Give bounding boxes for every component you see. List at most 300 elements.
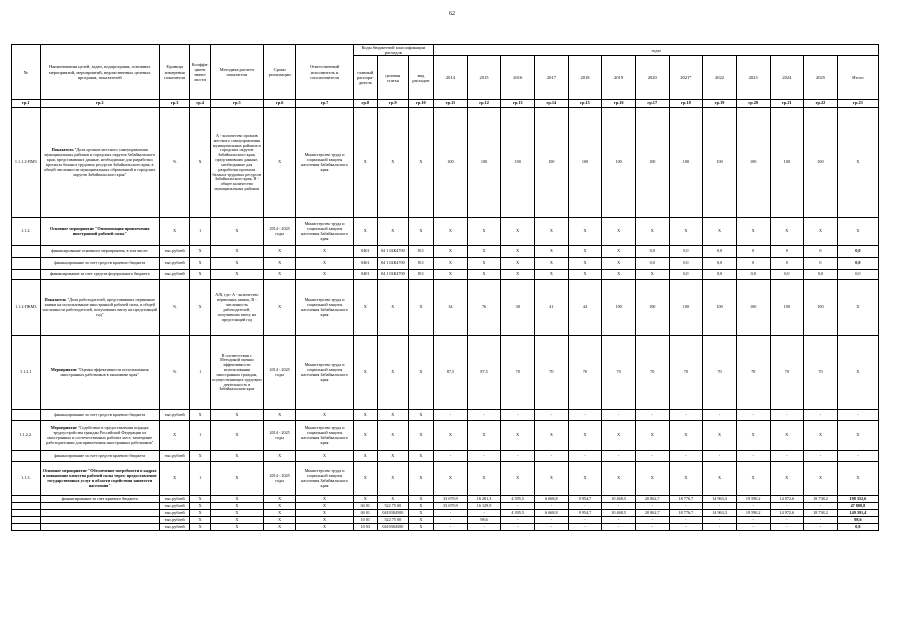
column-number: гр.4 <box>190 100 210 108</box>
table-cell: - <box>804 524 838 531</box>
table-cell: - <box>602 503 636 510</box>
table-cell: 2014 - 2025 годы <box>263 336 296 410</box>
table-cell: - <box>535 517 569 524</box>
table-cell: X <box>568 246 602 258</box>
table-cell: X <box>296 496 353 503</box>
table-cell: X <box>535 246 569 258</box>
table-cell: 1 <box>190 218 210 246</box>
column-number: гр.1 <box>12 100 41 108</box>
table-cell: 33 679,9 <box>434 496 468 503</box>
table-cell: X <box>770 421 804 451</box>
table-cell: X <box>190 524 210 531</box>
header-executor: Ответственный исполнитель и соисполнители <box>296 45 353 100</box>
table-cell: - <box>434 510 468 517</box>
table-cell: - <box>501 517 535 524</box>
table-cell: X <box>296 517 353 524</box>
column-number: гр.20 <box>736 100 770 108</box>
table-cell: 14 963,3 <box>703 496 737 503</box>
table-cell: - <box>568 517 602 524</box>
table-cell: - <box>770 410 804 421</box>
program-table <box>11 44 879 531</box>
table-cell: X <box>263 496 296 503</box>
table-cell: X <box>210 410 263 421</box>
table-cell: X <box>353 462 377 496</box>
table-cell: 100 <box>804 108 838 218</box>
table-cell: X <box>210 462 263 496</box>
table-cell: X <box>602 258 636 270</box>
table-cell: X <box>535 218 569 246</box>
table-cell: X <box>353 421 377 451</box>
table-cell: X <box>378 218 409 246</box>
table-cell: - <box>804 410 838 421</box>
row-title <box>40 517 159 524</box>
table-cell: 0,0 <box>669 246 703 258</box>
table-cell: 18 776,7 <box>669 496 703 503</box>
table-cell: - <box>602 517 636 524</box>
table-row <box>12 510 879 517</box>
table-cell: 16 129,9 <box>467 503 501 510</box>
table-cell: X <box>353 451 377 462</box>
header-kbk: Коды бюджетной классификации расходов <box>353 45 434 56</box>
table-cell: 100 <box>434 108 468 218</box>
table-cell: - <box>467 410 501 421</box>
table-cell: - <box>568 410 602 421</box>
table-cell: X <box>210 451 263 462</box>
row-code: 1.1.1.2-ПМ3 <box>12 108 41 218</box>
table-cell: 0410304500 <box>378 510 409 517</box>
table-cell: X <box>263 258 296 270</box>
table-cell: 70 <box>602 336 636 410</box>
table-cell: - <box>736 517 770 524</box>
table-cell: X <box>837 108 878 218</box>
table-cell: 522 75 00 <box>378 503 409 510</box>
row-title: Мероприятие "Содействие в предоставлении порядка трудоустройства граждан Российской Федерации из иностранных и соотечественных рабочих мест, замещение работодателями для привлечения иностранных работников" <box>40 421 159 451</box>
table-cell: 16 281,3 <box>467 496 501 503</box>
table-cell: X <box>408 410 433 421</box>
table-cell: X <box>263 108 296 218</box>
table-cell: - <box>568 451 602 462</box>
table-cell: X <box>296 270 353 280</box>
table-cell: 34 <box>434 280 468 336</box>
table-cell: 0 <box>770 258 804 270</box>
table-cell: X <box>602 421 636 451</box>
column-number: гр.12 <box>467 100 501 108</box>
table-cell: X <box>263 270 296 280</box>
row-title: Показатель "Доля работодателей, представивших первичные заявки на использование иностранной рабочей силы, в общей численности работодателей, получивших квоту на предстоящий год" <box>40 280 159 336</box>
table-cell: - <box>434 517 468 524</box>
table-cell: 98,6 <box>837 517 878 524</box>
table-cell: X <box>568 258 602 270</box>
table-cell: X <box>190 496 210 503</box>
column-number: гр.15 <box>568 100 602 108</box>
table-cell: 0 <box>804 246 838 258</box>
table-cell: 70 <box>501 336 535 410</box>
table-cell: - <box>669 410 703 421</box>
header-year: 2021* <box>669 56 703 100</box>
table-cell: X <box>535 462 569 496</box>
table-cell: 10 468,5 <box>602 510 636 517</box>
table-cell: X <box>296 503 353 510</box>
row-code <box>12 258 41 270</box>
header-year: 2020 <box>635 56 669 100</box>
table-cell: X <box>568 270 602 280</box>
row-title: финансирование за счет средств краевого бюджета <box>40 410 159 421</box>
table-cell: X <box>408 524 433 531</box>
table-cell: 0,0 <box>669 270 703 280</box>
table-cell: X <box>263 524 296 531</box>
table-cell: В соответствии с Методикой оценки эффективности использования иностранных граждан, осуществляющих трудовую деятельность в Забайкальском крае <box>210 336 263 410</box>
table-cell: X <box>353 496 377 503</box>
table-row <box>12 410 879 421</box>
header-name: Наименования целей, задач, подпрограмм, основных мероприятий, мероприятий, ведомственных целевых программ, показателей <box>40 45 159 100</box>
table-cell: 100 <box>467 108 501 218</box>
table-cell: X <box>296 410 353 421</box>
table-cell: X <box>190 451 210 462</box>
table-cell: - <box>501 410 535 421</box>
table-cell: 98,6 <box>467 517 501 524</box>
table-cell: X <box>378 280 409 336</box>
table-cell: 1 <box>190 462 210 496</box>
table-cell: X <box>296 258 353 270</box>
table-cell: 87,5 <box>467 336 501 410</box>
table-cell: - <box>501 524 535 531</box>
table-cell: - <box>804 503 838 510</box>
table-cell: 100 <box>568 108 602 218</box>
table-cell: X <box>804 218 838 246</box>
row-title <box>40 503 159 510</box>
table-cell: Министерство труда и социальной защиты населения Забайкальского края <box>296 336 353 410</box>
table-cell: X <box>804 421 838 451</box>
table-cell: X <box>501 270 535 280</box>
row-code <box>12 270 41 280</box>
table-cell: - <box>837 410 878 421</box>
table-cell: тыс.рублей <box>159 451 190 462</box>
table-cell: Министерство труда и социальной защиты населения Забайкальского края <box>296 280 353 336</box>
table-cell: 100 <box>501 108 535 218</box>
column-number: гр.11 <box>434 100 468 108</box>
table-cell: X <box>190 258 210 270</box>
row-code: 1.1.2.2. <box>12 421 41 451</box>
table-cell: тыс.рублей <box>159 410 190 421</box>
column-number: гр.21 <box>770 100 804 108</box>
table-cell: X <box>736 218 770 246</box>
table-cell: - <box>467 451 501 462</box>
table-cell: 0401 <box>353 246 377 258</box>
table-cell: 0401 <box>353 270 377 280</box>
table-row <box>12 462 879 496</box>
table-cell: 2014 - 2025 годы <box>263 421 296 451</box>
column-number: гр.17 <box>635 100 669 108</box>
header-year: 2024 <box>770 56 804 100</box>
table-cell: 4 395,5 <box>501 510 535 517</box>
table-cell: X <box>263 517 296 524</box>
table-cell: X <box>408 336 433 410</box>
table-cell: X <box>770 218 804 246</box>
table-cell: X <box>408 517 433 524</box>
table-cell: - <box>434 524 468 531</box>
table-cell: 149 391,4 <box>837 510 878 517</box>
table-cell: X <box>378 108 409 218</box>
header-kbk-target: целевая статья <box>378 56 409 100</box>
table-row <box>12 258 879 270</box>
table-cell: X <box>467 246 501 258</box>
table-cell: 70 <box>703 336 737 410</box>
table-row <box>12 270 879 280</box>
table-cell: - <box>635 451 669 462</box>
table-cell: X <box>501 258 535 270</box>
table-cell: X <box>703 462 737 496</box>
table-cell: 10 01 <box>353 517 377 524</box>
header-year: 2015 <box>467 56 501 100</box>
table-cell: 0,0 <box>703 270 737 280</box>
table-cell: 18 738,2 <box>804 510 838 517</box>
table-cell: X <box>770 462 804 496</box>
table-cell: - <box>804 517 838 524</box>
table-cell: 04 01 <box>353 503 377 510</box>
table-cell: 811 <box>408 270 433 280</box>
row-code <box>12 451 41 462</box>
table-cell: X <box>210 218 263 246</box>
column-number: гр.8 <box>353 100 377 108</box>
table-cell: X <box>736 421 770 451</box>
table-cell: X <box>296 524 353 531</box>
table-cell: X <box>263 510 296 517</box>
table-cell: - <box>535 524 569 531</box>
table-row <box>12 336 879 410</box>
column-numbers-row <box>12 100 879 108</box>
table-cell: X <box>535 258 569 270</box>
row-code <box>12 246 41 258</box>
header-year: 2018 <box>568 56 602 100</box>
table-cell: 70 <box>804 336 838 410</box>
table-cell: X <box>837 462 878 496</box>
table-cell: - <box>669 517 703 524</box>
table-cell: - <box>501 451 535 462</box>
table-cell: 100 <box>635 108 669 218</box>
page-number: 62 <box>449 11 455 17</box>
table-cell: тыс.рублей <box>159 496 190 503</box>
table-cell: X <box>669 421 703 451</box>
table-cell: % <box>159 108 190 218</box>
table-cell: 0,0 <box>736 270 770 280</box>
table-cell: - <box>669 524 703 531</box>
table-cell: X <box>568 462 602 496</box>
table-cell: 2014 - 2025 годы <box>263 462 296 496</box>
table-cell: X <box>837 218 878 246</box>
table-cell: 70 <box>535 336 569 410</box>
table-cell: - <box>703 503 737 510</box>
table-cell: X <box>568 421 602 451</box>
table-cell: - <box>770 503 804 510</box>
table-cell: X <box>837 421 878 451</box>
table-cell: X <box>408 108 433 218</box>
table-cell: 04 1 02К4700 <box>378 270 409 280</box>
table-cell: 100 <box>703 108 737 218</box>
table-cell: X <box>296 246 353 258</box>
header-num: № <box>12 45 41 100</box>
table-cell: 6 668,8 <box>535 496 569 503</box>
column-number: гр.18 <box>669 100 703 108</box>
table-cell: X <box>159 421 190 451</box>
table-cell: X <box>467 218 501 246</box>
table-cell: X <box>535 270 569 280</box>
table-cell: X <box>501 218 535 246</box>
table-cell: 100 <box>602 280 636 336</box>
table-cell: 0,0 <box>837 258 878 270</box>
table-cell: 0,0 <box>635 258 669 270</box>
table-cell: 44 <box>568 280 602 336</box>
table-cell: 1 <box>190 421 210 451</box>
header-period: Сроки реализации <box>263 45 296 100</box>
column-number: гр.2 <box>40 100 159 108</box>
table-cell: X <box>210 270 263 280</box>
table-cell: 100 <box>602 108 636 218</box>
table-cell: X <box>190 510 210 517</box>
table-cell: X <box>190 503 210 510</box>
table-cell: X <box>434 258 468 270</box>
table-cell: - <box>602 410 636 421</box>
table-cell: 100 <box>635 280 669 336</box>
table-cell: 87,5 <box>434 336 468 410</box>
table-cell: - <box>635 524 669 531</box>
table-cell: X <box>408 421 433 451</box>
header-method: Методика расчета показателя <box>210 45 263 100</box>
table-cell: X <box>635 421 669 451</box>
table-cell: 1 <box>190 336 210 410</box>
table-cell: X <box>210 246 263 258</box>
table-row <box>12 451 879 462</box>
table-cell: - <box>568 503 602 510</box>
row-title: Показатель "Доля органов местного самоуправления муниципальных районов и городских округов Забайкальского края, представивших данные, необходимые для разработки прогноза баланса трудовых ресурсов Забайкальского края, в общей численности муниципальных образований и городских округов Забайкальского края" <box>40 108 159 218</box>
table-cell: X <box>602 246 636 258</box>
table-cell: X <box>703 421 737 451</box>
column-number: гр.16 <box>602 100 636 108</box>
table-cell: X <box>190 246 210 258</box>
header-years-label: годы <box>434 45 879 56</box>
table-cell: X <box>210 421 263 451</box>
row-title <box>40 524 159 531</box>
row-title: Основное мероприятие "Оптимизация привлечения иностранной рабочей силы" <box>40 218 159 246</box>
table-row <box>12 524 879 531</box>
row-title: финансирование за счет краевого бюджета <box>40 496 159 503</box>
column-number: гр.3 <box>159 100 190 108</box>
column-number: гр.10 <box>408 100 433 108</box>
table-cell: 04 1 02К4700 <box>378 246 409 258</box>
table-row <box>12 108 879 218</box>
table-cell: X <box>190 270 210 280</box>
table-cell: X <box>378 462 409 496</box>
table-cell: X <box>353 280 377 336</box>
table-cell: - <box>635 517 669 524</box>
table-cell: - <box>669 503 703 510</box>
table-row <box>12 280 879 336</box>
table-cell: X <box>736 462 770 496</box>
column-number: гр.19 <box>703 100 737 108</box>
table-cell: - <box>837 451 878 462</box>
table-cell: - <box>467 510 501 517</box>
table-cell: X <box>501 462 535 496</box>
table-cell: 0,0 <box>804 270 838 280</box>
table-cell: 70 <box>635 336 669 410</box>
table-cell: X <box>190 517 210 524</box>
table-cell: X <box>467 462 501 496</box>
table-cell: 2014 - 2025 годы <box>263 218 296 246</box>
row-code <box>12 503 41 510</box>
column-number: гр.14 <box>535 100 569 108</box>
table-cell: X <box>159 462 190 496</box>
table-cell: % <box>159 280 190 336</box>
table-cell: X <box>408 503 433 510</box>
table-cell: X <box>210 496 263 503</box>
table-cell: X <box>378 336 409 410</box>
header-year: 2017 <box>535 56 569 100</box>
table-cell: - <box>669 451 703 462</box>
row-code: 1.1.2. <box>12 218 41 246</box>
table-cell: тыс.рублей <box>159 510 190 517</box>
row-code: 1.1.2.1 <box>12 336 41 410</box>
row-code <box>12 510 41 517</box>
table-cell: 9 954,7 <box>568 510 602 517</box>
table-cell: - <box>635 410 669 421</box>
table-cell: 100 <box>669 108 703 218</box>
table-cell: X <box>602 462 636 496</box>
table-cell: 70 <box>736 336 770 410</box>
table-cell: тыс.рублей <box>159 524 190 531</box>
table-row <box>12 421 879 451</box>
table-cell: - <box>501 503 535 510</box>
table-cell: 04 01 <box>353 510 377 517</box>
header-year: 2019 <box>602 56 636 100</box>
table-cell: X <box>635 270 669 280</box>
table-cell: X <box>434 218 468 246</box>
header-year: 2016 <box>501 56 535 100</box>
table-cell: 100 <box>736 280 770 336</box>
table-cell: 20 862,7 <box>635 510 669 517</box>
table-cell: - <box>736 503 770 510</box>
table-cell: 100 <box>770 108 804 218</box>
table-cell: тыс.рублей <box>159 258 190 270</box>
table-cell: X <box>602 218 636 246</box>
table-cell: 18 776,7 <box>669 510 703 517</box>
table-cell: X <box>434 421 468 451</box>
column-number: гр.7 <box>296 100 353 108</box>
table-cell: X <box>263 503 296 510</box>
table-cell: - <box>467 524 501 531</box>
table-cell: 0,0 <box>770 270 804 280</box>
table-cell: 9 954,7 <box>568 496 602 503</box>
table-cell: 18 738,2 <box>804 496 838 503</box>
table-cell: X <box>408 462 433 496</box>
table-cell: - <box>535 503 569 510</box>
table-cell: X <box>408 451 433 462</box>
row-code <box>12 524 41 531</box>
header-kbk-type: вид расходов <box>408 56 433 100</box>
header-year: 2025 <box>804 56 838 100</box>
table-cell: тыс.рублей <box>159 517 190 524</box>
table-cell: X <box>210 510 263 517</box>
table-cell: - <box>434 410 468 421</box>
row-title: финансирование за счет средств краевого бюджета <box>40 258 159 270</box>
table-cell: 0,0 <box>669 258 703 270</box>
table-cell: X <box>263 451 296 462</box>
table-cell: X <box>210 517 263 524</box>
table-cell: X <box>467 421 501 451</box>
table-cell: 70 <box>770 336 804 410</box>
table-cell: X <box>210 524 263 531</box>
table-cell: 14 972,6 <box>770 496 804 503</box>
table-cell: 0 <box>736 246 770 258</box>
row-code <box>12 517 41 524</box>
